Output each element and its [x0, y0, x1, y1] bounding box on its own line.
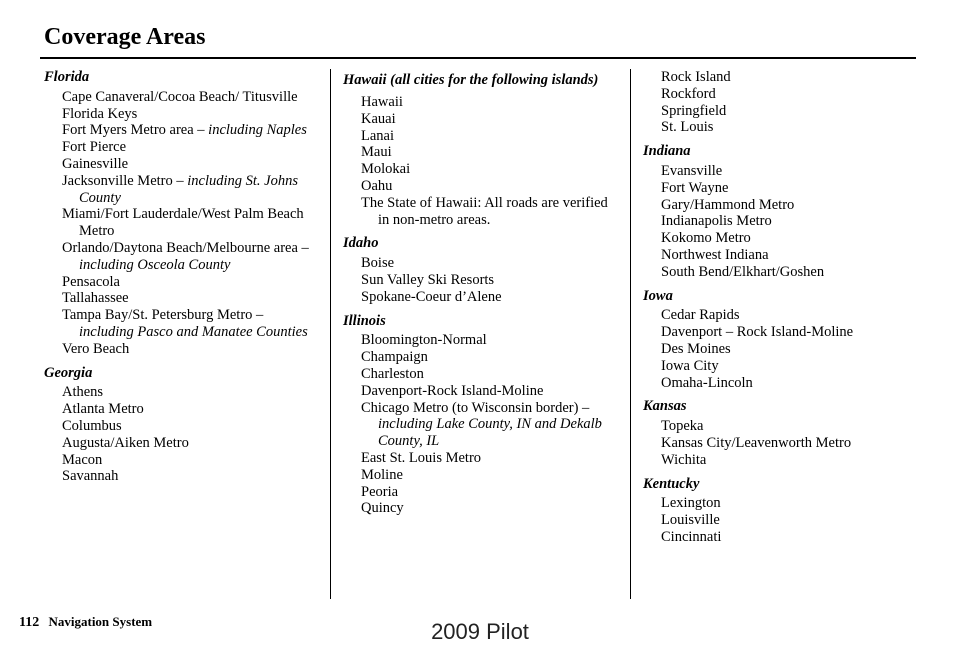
- city-name: Fort Wayne: [661, 179, 729, 196]
- city-entry: [44, 156, 314, 173]
- city-entry: [44, 139, 314, 156]
- city-note: including St. Johns County: [79, 172, 299, 206]
- city-entry: [643, 375, 913, 392]
- city-name: Savannah: [62, 468, 119, 485]
- city-entry: [44, 452, 314, 469]
- city-name: Rock Island: [661, 69, 731, 85]
- city-note: including Pasco and Manatee Counties: [79, 323, 308, 340]
- city-name: Springfield: [661, 102, 727, 119]
- city-entry: [343, 195, 613, 229]
- city-note: including Naples: [208, 122, 307, 139]
- city-name: Columbus: [62, 417, 122, 434]
- city-entry: [44, 418, 314, 435]
- watermark-text: 2009 Pilot: [431, 619, 529, 644]
- city-name: Des Moines: [661, 340, 731, 357]
- state-heading: Idaho: [343, 235, 379, 252]
- city-name: South Bend/Elkhart/Goshen: [661, 263, 825, 280]
- city-name: Chicago Metro (to Wisconsin border): [361, 399, 583, 416]
- city-name: Indianapolis Metro: [661, 213, 772, 230]
- city-entry: [343, 332, 613, 349]
- city-entry: [44, 435, 314, 452]
- city-name: St. Louis: [661, 119, 714, 136]
- city-name: Louisville: [661, 512, 720, 529]
- city-entry: [44, 274, 314, 291]
- city-name: Bloomington-Normal: [361, 332, 487, 349]
- city-name: Davenport-Rock Island-Moline: [361, 382, 544, 399]
- city-note: including Osceola County: [79, 256, 231, 273]
- city-name: Miami/Fort Lauderdale/West Palm Beach Metro: [62, 206, 304, 240]
- city-note: – including Lake County, IN and Dekalb County, IL: [378, 399, 602, 450]
- state-heading: Florida: [44, 69, 90, 85]
- city-name: Omaha-Lincoln: [661, 374, 753, 391]
- city-entry: [44, 173, 314, 207]
- city-entry: [343, 366, 613, 383]
- state-heading: Kentucky: [643, 475, 700, 492]
- city-name: Davenport – Rock Island-Moline: [661, 324, 854, 341]
- city-entry: [44, 468, 314, 485]
- city-entry: [343, 111, 613, 128]
- city-name: Lanai: [361, 127, 395, 144]
- city-entry: [643, 103, 913, 120]
- city-name: Quincy: [361, 500, 404, 517]
- city-entry: [643, 358, 913, 375]
- city-entry: [643, 247, 913, 264]
- city-entry: [643, 495, 913, 512]
- city-name: Pensacola: [62, 273, 120, 290]
- city-entry: [343, 383, 613, 400]
- city-list: [643, 495, 913, 545]
- city-name: Kokomo Metro: [661, 230, 751, 247]
- city-entry: [643, 324, 913, 341]
- city-entry: [44, 206, 314, 240]
- city-name: Charleston: [361, 365, 424, 382]
- city-list: [643, 69, 913, 136]
- city-name: Tallahassee: [62, 290, 129, 307]
- city-entry: [643, 230, 913, 247]
- city-entry: [44, 89, 314, 106]
- state-heading: Iowa: [643, 287, 673, 304]
- city-name: Molokai: [361, 161, 411, 178]
- city-name: Augusta/Aiken Metro: [62, 434, 189, 451]
- city-name: Wichita: [661, 451, 707, 468]
- city-entry: [44, 341, 314, 358]
- city-name: Iowa City: [661, 357, 719, 374]
- city-entry: [643, 197, 913, 214]
- city-entry: [343, 450, 613, 467]
- city-name: Jacksonville Metro –: [62, 172, 188, 189]
- city-name: Hawaii: [361, 94, 403, 110]
- city-entry: [343, 467, 613, 484]
- city-entry: [643, 163, 913, 180]
- city-name: Maui: [361, 144, 392, 161]
- city-name: Evansville: [661, 162, 723, 179]
- city-entry: [343, 400, 613, 450]
- city-name: Florida Keys: [62, 105, 138, 122]
- state-heading: Hawaii (all cities for the following islands): [343, 72, 599, 88]
- city-name: East St. Louis Metro: [361, 449, 482, 466]
- city-entry: [44, 307, 314, 341]
- city-name: Kauai: [361, 110, 396, 127]
- city-entry: [343, 128, 613, 145]
- state-heading: Indiana: [643, 143, 691, 160]
- city-entry: [643, 213, 913, 230]
- city-name: Macon: [62, 451, 103, 468]
- city-list: [643, 307, 913, 391]
- page-number: 112: [19, 615, 40, 630]
- city-entry: [343, 500, 613, 517]
- city-entry: [643, 307, 913, 324]
- city-entry: [343, 255, 613, 272]
- column-1: [44, 69, 314, 485]
- city-entry: [643, 119, 913, 136]
- city-entry: [343, 272, 613, 289]
- city-list: [44, 384, 314, 485]
- city-name: Kansas City/Leavenworth Metro: [661, 434, 852, 451]
- city-name: Boise: [361, 255, 395, 272]
- city-name: Cape Canaveral/Cocoa Beach/ Titusville: [62, 88, 298, 105]
- city-name: Northwest Indiana: [661, 246, 769, 263]
- city-list: [343, 255, 613, 305]
- city-entry: [643, 264, 913, 281]
- city-name: Orlando/Daytona Beach/Melbourne area –: [62, 239, 309, 256]
- city-entry: [643, 512, 913, 529]
- city-entry: [643, 435, 913, 452]
- city-entry: [643, 452, 913, 469]
- column-divider: [330, 69, 331, 599]
- city-name: Moline: [361, 466, 403, 483]
- city-name: The State of Hawaii: All roads are verified in non-metro areas.: [361, 194, 608, 228]
- city-list: [643, 418, 913, 468]
- city-entry: [44, 106, 314, 123]
- city-entry: [343, 161, 613, 178]
- city-entry: [44, 290, 314, 307]
- city-entry: [643, 418, 913, 435]
- city-name: Athens: [62, 384, 104, 401]
- city-name: Spokane-Coeur d’Alene: [361, 288, 502, 305]
- city-name: Cincinnati: [661, 528, 722, 545]
- city-name: Topeka: [661, 418, 704, 435]
- city-entry: [44, 401, 314, 418]
- city-list: [343, 94, 613, 228]
- page-title: Coverage Areas: [44, 24, 206, 50]
- city-entry: [643, 69, 913, 86]
- city-entry: [643, 341, 913, 358]
- city-name: Cedar Rapids: [661, 307, 740, 324]
- city-entry: [343, 178, 613, 195]
- city-name: Fort Myers Metro area –: [62, 122, 209, 139]
- column-divider: [630, 69, 631, 599]
- state-heading: Illinois: [343, 312, 386, 329]
- city-entry: [44, 240, 314, 274]
- city-entry: [343, 349, 613, 366]
- city-name: Vero Beach: [62, 340, 130, 357]
- title-rule: [40, 57, 916, 59]
- city-name: Rockford: [661, 85, 716, 102]
- city-entry: [44, 122, 314, 139]
- city-list: [44, 89, 314, 358]
- state-heading: Kansas: [643, 398, 687, 415]
- city-name: Gainesville: [62, 155, 129, 172]
- column-3: [643, 69, 913, 546]
- city-entry: [643, 529, 913, 546]
- city-name: Gary/Hammond Metro: [661, 196, 795, 213]
- footer-label: Navigation System: [48, 614, 153, 629]
- city-list: [343, 332, 613, 517]
- city-entry: [343, 484, 613, 501]
- city-name: Champaign: [361, 349, 428, 366]
- state-heading: Georgia: [44, 364, 93, 381]
- city-list: [643, 163, 913, 281]
- city-entry: [44, 384, 314, 401]
- city-name: Tampa Bay/St. Petersburg Metro –: [62, 307, 264, 324]
- city-name: Peoria: [361, 483, 399, 500]
- city-entry: [343, 144, 613, 161]
- city-name: Lexington: [661, 495, 721, 512]
- city-name: Sun Valley Ski Resorts: [361, 271, 495, 288]
- city-name: Oahu: [361, 177, 393, 194]
- column-2: [343, 69, 613, 517]
- city-name: Atlanta Metro: [62, 401, 144, 418]
- city-entry: [343, 289, 613, 306]
- city-entry: [643, 180, 913, 197]
- city-entry: [643, 86, 913, 103]
- city-name: Fort Pierce: [62, 139, 127, 156]
- city-entry: [343, 94, 613, 111]
